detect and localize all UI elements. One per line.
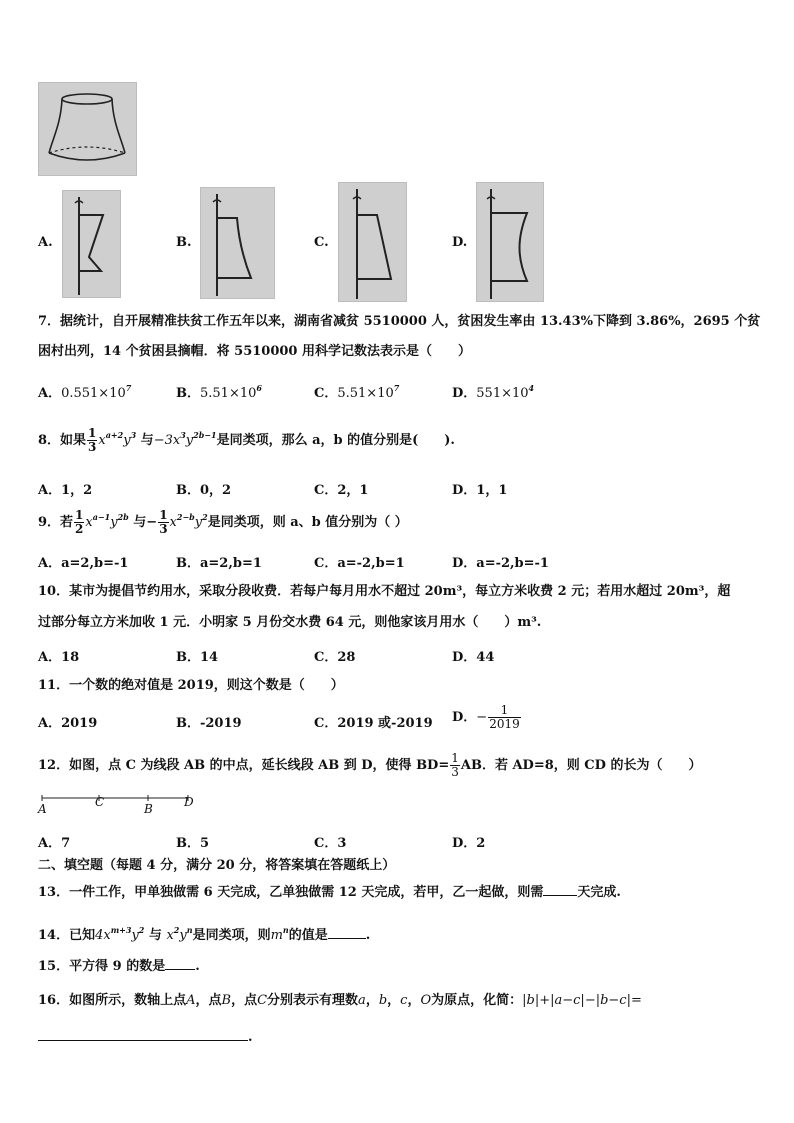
q14-t2-exp: 2 bbox=[173, 925, 180, 935]
q14-t2-yexp: n bbox=[186, 925, 193, 935]
q12-suffix: AB．若 AD=8，则 CD 的长为（ ） bbox=[460, 758, 702, 773]
q8-term1-yexp: 3 bbox=[130, 430, 137, 440]
q10-option-d[interactable]: D．44 bbox=[452, 650, 495, 665]
q16-text: 16．如图所示，数轴上点 bbox=[38, 993, 187, 1008]
figure-option-c bbox=[338, 182, 407, 302]
q8-term2: −3x bbox=[153, 433, 181, 448]
q9-option-b[interactable]: B．a=2,b=1 bbox=[176, 556, 262, 571]
q9-t1: x bbox=[85, 515, 93, 530]
q12-stem bbox=[38, 752, 701, 779]
q11-option-c[interactable]: C．2019 或-2019 bbox=[314, 716, 433, 731]
q12-frac-den: 3 bbox=[451, 765, 459, 779]
q9-stem bbox=[38, 508, 408, 536]
q12-option-a[interactable]: A．7 bbox=[38, 836, 71, 851]
q7-option-b-label: B． bbox=[176, 386, 200, 401]
q16-origin: O bbox=[420, 993, 432, 1008]
figure-option-b bbox=[200, 187, 275, 299]
q8-frac-num: 1 bbox=[88, 426, 97, 440]
q15-end: . bbox=[195, 959, 200, 974]
q12-option-d[interactable]: D．2 bbox=[452, 836, 486, 851]
q8-term2-yexp: 2b−1 bbox=[193, 430, 217, 440]
q7-option-a-base: 0.551×10 bbox=[61, 386, 126, 401]
q16-point-c: C bbox=[257, 993, 268, 1008]
q9-option-c[interactable]: C．a=-2,b=1 bbox=[314, 556, 405, 571]
q8-term1: x bbox=[98, 433, 106, 448]
figure-option-a bbox=[62, 190, 121, 298]
q11-option-d-label: D． bbox=[452, 710, 477, 725]
q7-line2: 困村出列，14 个贫困县摘帽．将 5510000 用科学记数法表示是（ ） bbox=[38, 344, 471, 359]
q16-after: 为原点，化简： bbox=[431, 993, 523, 1008]
q11-option-b[interactable]: B．-2019 bbox=[176, 716, 242, 731]
figure-option-a-label: A. bbox=[38, 235, 53, 250]
q11-option-a[interactable]: A．2019 bbox=[38, 716, 98, 731]
q9-option-a[interactable]: A．a=2,b=-1 bbox=[38, 556, 129, 571]
q11-option-d[interactable] bbox=[452, 704, 522, 731]
q11-option-d-den: 2019 bbox=[489, 717, 520, 731]
q14-t2: x bbox=[166, 928, 174, 943]
q7-option-a[interactable] bbox=[38, 382, 131, 401]
q8-term2-y: y bbox=[185, 433, 194, 448]
q7-option-d-base: 551×10 bbox=[476, 386, 529, 401]
q9-t1-y: y bbox=[110, 515, 118, 530]
q9-t1-exp: a−1 bbox=[92, 512, 111, 522]
q11-stem: 11．一个数的绝对值是 2019，则这个数是（ ） bbox=[38, 678, 344, 693]
q14-t1: 4x bbox=[95, 928, 111, 943]
q7-option-c-label: C． bbox=[314, 386, 338, 401]
q16-sep1: ，点 bbox=[195, 993, 222, 1008]
q12-segment-figure bbox=[38, 792, 198, 818]
q14-suffix2: 的值是 bbox=[288, 928, 328, 943]
q14-t3: m bbox=[270, 928, 283, 943]
q7-option-d-exp: 4 bbox=[528, 383, 535, 393]
q7-option-a-label: A． bbox=[38, 386, 62, 401]
q13-text: 13．一件工作，甲单独做需 6 天完成，乙单独做需 12 天完成，若甲，乙一起做，则需 bbox=[38, 885, 544, 900]
q7-option-c-base: 5.51×10 bbox=[337, 386, 394, 401]
q14-stem bbox=[38, 921, 370, 945]
q12-fraction bbox=[450, 752, 460, 779]
q8-term2-exp: 3 bbox=[180, 430, 186, 440]
q16-end: . bbox=[248, 1030, 253, 1045]
figure-option-a-drawing bbox=[63, 191, 120, 297]
q9-prefix: 9．若 bbox=[38, 515, 74, 530]
figure-option-b-label: B. bbox=[176, 235, 192, 250]
q14-t1-y: y bbox=[131, 928, 139, 943]
figure-option-d-drawing bbox=[477, 183, 543, 301]
figure-option-d-label: D. bbox=[452, 235, 468, 250]
q12-point-a: A bbox=[38, 802, 47, 816]
q7-option-d-label: D． bbox=[452, 386, 477, 401]
figure-option-c-drawing bbox=[339, 183, 406, 301]
q12-point-b: B bbox=[144, 802, 153, 816]
q8-mid: 与 bbox=[140, 433, 154, 448]
frustum-figure bbox=[38, 82, 137, 176]
q7-line1: 7．据统计，自开展精准扶贫工作五年以来，湖南省减贫 5510000 人，贫困发生率由 13.43%下降到 3.86%，2695 个贫 bbox=[38, 314, 761, 329]
q8-suffix: 是同类项，那么 a，b 的值分别是( ). bbox=[216, 433, 455, 448]
q11-option-d-num: 1 bbox=[488, 704, 521, 718]
q9-fraction1 bbox=[74, 509, 84, 536]
q13-answer-blank[interactable] bbox=[543, 895, 577, 896]
q14-prefix: 14．已知 bbox=[38, 928, 96, 943]
q9-fraction2 bbox=[158, 509, 168, 536]
q7-option-d[interactable] bbox=[452, 382, 534, 401]
q14-end: . bbox=[365, 928, 371, 943]
q12-option-c[interactable]: C．3 bbox=[314, 836, 347, 851]
q7-option-b-base: 5.51×10 bbox=[200, 386, 257, 401]
section-2-heading: 二、填空题（每题 4 分，满分 20 分，将答案填在答题纸上） bbox=[38, 858, 396, 873]
q16-point-b: B bbox=[221, 993, 232, 1008]
q16-expression: |b|+|a−c|−|b−c|= bbox=[522, 993, 642, 1008]
q15-stem bbox=[38, 958, 200, 976]
q16-var-c: c bbox=[400, 993, 408, 1008]
q12-prefix: 12．如图，点 C 为线段 AB 的中点，延长线段 AB 到 D，使得 BD= bbox=[38, 758, 450, 773]
q14-suffix1: 是同类项，则 bbox=[192, 928, 271, 943]
q8-option-a[interactable]: A．1，2 bbox=[38, 483, 93, 498]
q16-answer-line bbox=[38, 1030, 253, 1045]
q7-option-b[interactable] bbox=[176, 382, 262, 401]
q10-option-a[interactable]: A．18 bbox=[38, 650, 80, 665]
q11-option-d-sign: − bbox=[476, 710, 488, 725]
q16-point-a: A bbox=[186, 993, 196, 1008]
q8-frac-den: 3 bbox=[88, 440, 97, 454]
q12-point-c: C bbox=[95, 795, 105, 809]
q12-point-d: D bbox=[184, 795, 194, 809]
q15-text: 15．平方得 9 的数是 bbox=[38, 959, 166, 974]
q12-frac-num: 1 bbox=[451, 751, 459, 765]
q10-line1: 10．某市为提倡节约用水，采取分段收费．若每户每月用水不超过 20m³，每立方米收费 2 元；若用水超过 20m³，超 bbox=[38, 584, 731, 599]
figure-option-d bbox=[476, 182, 544, 302]
q8-option-b[interactable]: B．0，2 bbox=[176, 483, 232, 498]
q9-frac1-num: 1 bbox=[75, 508, 84, 522]
q10-option-c[interactable]: C．28 bbox=[314, 650, 356, 665]
q15-answer-blank[interactable] bbox=[165, 969, 195, 970]
figure-option-b-drawing bbox=[201, 188, 274, 298]
q8-prefix: 8．如果 bbox=[38, 433, 87, 448]
q16-answer-blank[interactable] bbox=[38, 1040, 248, 1041]
q14-t1-yexp: 2 bbox=[138, 925, 145, 935]
q9-t2-yexp: 2 bbox=[202, 512, 208, 522]
q9-frac1-den: 2 bbox=[75, 522, 84, 536]
q16-var-a: a bbox=[358, 993, 366, 1008]
q10-option-b[interactable]: B．14 bbox=[176, 650, 219, 665]
q14-t3-exp: n bbox=[282, 925, 289, 935]
q7-option-b-exp: 6 bbox=[256, 383, 262, 393]
q8-stem bbox=[38, 426, 455, 454]
q14-answer-blank[interactable] bbox=[328, 938, 366, 939]
q8-fraction bbox=[87, 427, 97, 454]
q13-stem bbox=[38, 884, 621, 902]
q8-option-d[interactable]: D．1，1 bbox=[452, 483, 508, 498]
q8-term1-exp: a+2 bbox=[105, 430, 124, 440]
q14-t2-y: y bbox=[179, 928, 187, 943]
figure-option-c-label: C. bbox=[314, 235, 329, 250]
q7-option-c-exp: 7 bbox=[393, 383, 400, 393]
q11-option-d-fraction bbox=[488, 704, 521, 731]
q12-option-b[interactable]: B．5 bbox=[176, 836, 210, 851]
q9-t2: x bbox=[169, 515, 177, 530]
q9-mid: 与 bbox=[133, 515, 147, 530]
q9-t2-exp: 2−b bbox=[176, 512, 195, 522]
q13-suffix: 天完成. bbox=[577, 885, 621, 900]
q10-line2: 过部分每立方米加收 1 元．小明家 5 月份交水费 64 元，则他家该月用水（ ）m³. bbox=[38, 615, 542, 630]
q7-option-a-exp: 7 bbox=[125, 383, 132, 393]
q9-frac2-den: 3 bbox=[159, 522, 168, 536]
q12-segment-drawing bbox=[38, 792, 198, 818]
q9-suffix: 是同类项，则 a、b 值分别为（ ） bbox=[207, 515, 408, 530]
q8-term1-y: y bbox=[123, 433, 131, 448]
q9-option-d[interactable]: D．a=-2,b=-1 bbox=[452, 556, 549, 571]
q8-option-c[interactable]: C．2，1 bbox=[314, 483, 369, 498]
q16-sep2: ，点 bbox=[231, 993, 258, 1008]
q16-stem: 16．如图所示，数轴上点A，点B，点C分别表示有理数a，b，c，O为原点，化简：|b|+|a−c|−|b−c|= bbox=[38, 993, 642, 1008]
q9-t2-y: y bbox=[194, 515, 203, 530]
frustum-drawing bbox=[39, 83, 136, 175]
q14-mid: 与 bbox=[148, 928, 162, 943]
q9-t1-yexp: 2b bbox=[117, 512, 129, 522]
q9-frac2-num: 1 bbox=[159, 508, 168, 522]
q7-option-c[interactable] bbox=[314, 382, 399, 401]
q14-t1-exp: m+3 bbox=[110, 925, 132, 935]
q9-neg: − bbox=[146, 515, 158, 530]
q16-var-b: b bbox=[378, 993, 388, 1008]
q16-mid: 分别表示有理数 bbox=[267, 993, 359, 1008]
